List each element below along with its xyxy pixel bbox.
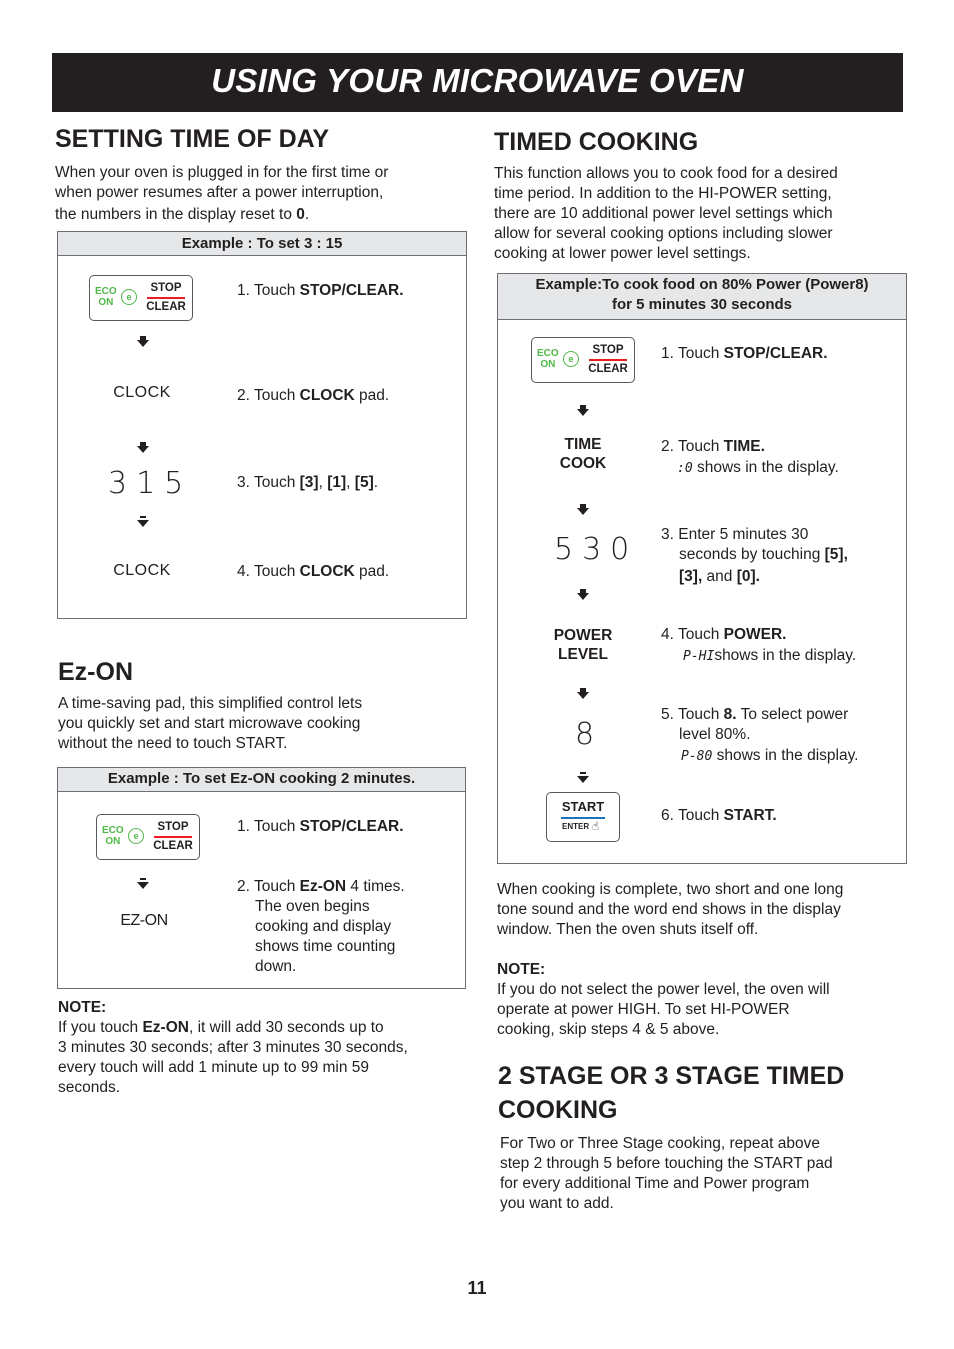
eco-label: ECO ON <box>102 825 124 847</box>
enter-label: ENTER <box>562 822 590 831</box>
stop-clear-key <box>96 814 200 860</box>
clock-pad-label: CLOCK <box>113 384 171 401</box>
clock-example-box <box>57 231 467 619</box>
down-arrow-icon <box>577 589 589 601</box>
clock-step-1: 1. Touch STOP/CLEAR. <box>237 282 404 299</box>
timed-example-box <box>497 273 907 864</box>
clear-label: CLEAR <box>153 840 193 852</box>
stop-label: STOP <box>157 821 189 833</box>
setting-time-intro <box>55 163 455 225</box>
clock-step-2: 2. Touch CLOCK pad. <box>237 387 390 404</box>
start-label: START <box>561 799 605 814</box>
display-readout: P-80 <box>681 749 713 764</box>
timed-step-6: 6. Touch START. <box>661 807 777 824</box>
intro-line: when power resumes after a power interruption, <box>55 184 384 201</box>
clear-label: CLEAR <box>146 301 186 313</box>
clear-label: CLEAR <box>588 363 628 375</box>
note-heading: NOTE: <box>58 999 107 1016</box>
down-arrow-icon <box>137 336 149 348</box>
intro-line: the numbers in the display reset to <box>55 206 297 223</box>
ezon-step-2: 2. Touch Ez-ON 4 times. The oven begins cooking and display shows time counting down. <box>237 878 405 975</box>
note-line: every touch will add 1 minute up to 99 min 59 <box>58 1059 370 1076</box>
clock-example-title: Example : To set 3 : 15 <box>58 232 466 256</box>
timed-step-2: 2. Touch TIME. :0 shows in the display. <box>661 438 839 476</box>
display-readout: :0 <box>677 461 693 476</box>
key-divider <box>589 359 627 361</box>
page-banner <box>52 53 903 112</box>
eco-label: ECO ON <box>537 348 559 370</box>
timed-digits: 530 <box>554 532 639 567</box>
stop-clear-key <box>89 275 193 321</box>
intro-line: there are 10 additional power level settings which <box>494 205 833 222</box>
digit-eight: 8 <box>575 717 604 752</box>
down-arrow-icon <box>577 504 589 516</box>
hand-icon: ☝ <box>592 819 600 833</box>
start-key <box>546 792 620 842</box>
intro-line: you quickly set and start microwave cooking <box>58 715 361 732</box>
clock-step-3: 3. Touch [3], [1], [5]. <box>237 474 379 491</box>
note-line: seconds. <box>58 1079 121 1096</box>
intro-line: When your oven is plugged in for the first time or <box>55 164 389 181</box>
clock-step-4: 4. Touch CLOCK pad. <box>237 563 390 580</box>
down-arrow-icon <box>577 688 589 700</box>
down-arrow-icon <box>137 878 149 890</box>
timed-example-title: Example:To cook food on 80% Power (Power8) for 5 minutes 30 seconds <box>498 274 906 320</box>
key-divider <box>147 297 185 299</box>
timed-note: NOTE: If you do not select the power level, the oven will operate at power HIGH. To set HI-POWER cooking, skip steps 4 & 5 above. <box>497 960 897 1040</box>
key-divider <box>154 836 192 838</box>
timed-step-4: 4. Touch POWER. P-HIshows in the display. <box>661 626 857 664</box>
stage-text: For Two or Three Stage cooking, repeat above step 2 through 5 before touching the START pad for every additional Time and Power program you want to add. <box>500 1135 833 1212</box>
display-readout: P-HI <box>683 649 715 664</box>
stop-label: STOP <box>150 282 182 294</box>
intro-line: time period. In addition to the HI-POWER setting, <box>494 185 832 202</box>
intro-bold: 0 <box>296 206 305 223</box>
time-cook-pad-label: TIME COOK <box>559 436 607 472</box>
page-number: 11 <box>467 1278 487 1298</box>
stop-clear-key <box>531 337 635 383</box>
eco-leaf-icon: e <box>128 828 144 844</box>
ezon-heading: Ez-ON <box>58 658 133 686</box>
down-arrow-icon <box>577 405 589 417</box>
stop-label: STOP <box>592 344 624 356</box>
ezon-step-1: 1. Touch STOP/CLEAR. <box>237 818 404 835</box>
note-line: 3 minutes 30 seconds; after 3 minutes 30 seconds, <box>58 1039 408 1056</box>
clock-pad-label: CLOCK <box>113 562 171 579</box>
ezon-pad-label: EZ-ON <box>120 912 168 929</box>
timed-cooking-heading: TIMED COOKING <box>494 128 699 156</box>
down-arrow-icon <box>137 442 149 454</box>
timed-cooking-intro <box>494 164 894 264</box>
setting-time-heading: SETTING TIME OF DAY <box>55 125 330 153</box>
ezon-intro <box>58 694 458 754</box>
note-heading: NOTE: <box>497 961 546 978</box>
eco-leaf-icon: e <box>121 289 137 305</box>
intro-line: This function allows you to cook food for a desired <box>494 165 838 182</box>
timed-step-3: 3. Enter 5 minutes 30 seconds by touching [5], [3], and [0]. <box>661 526 848 585</box>
page-title: USING YOUR MICROWAVE OVEN <box>211 62 744 99</box>
clock-digits: 315 <box>108 466 193 501</box>
timed-after-text: When cooking is complete, two short and one long tone sound and the word end shows in the display window. Then the oven shuts itself off. <box>497 881 844 938</box>
intro-line: A time-saving pad, this simplified control lets <box>58 695 363 712</box>
timed-step-1: 1. Touch STOP/CLEAR. <box>661 345 828 362</box>
ezon-example-box <box>57 767 466 989</box>
intro-line: without the need to touch START. <box>58 735 288 752</box>
stage-heading: 2 STAGE OR 3 STAGE TIMED COOKING <box>498 1062 845 1124</box>
ezon-note: NOTE: If you touch Ez-ON, it will add 30 seconds up to 3 minutes 30 seconds; after 3 minutes 30 seconds, every touch will add 1 minute up to 99 min 59 seconds. <box>58 998 458 1098</box>
eco-label: ECO ON <box>95 286 117 308</box>
intro-end: . <box>304 206 310 223</box>
intro-line: cooking at lower power level settings. <box>494 245 751 262</box>
eco-leaf-icon: e <box>563 351 579 367</box>
intro-line: allow for several cooking options including slower <box>494 225 833 242</box>
down-arrow-icon <box>137 516 149 528</box>
ezon-example-title: Example : To set Ez-ON cooking 2 minutes. <box>58 768 465 792</box>
down-arrow-icon <box>577 772 589 784</box>
power-level-pad-label: POWER LEVEL <box>553 627 613 663</box>
timed-step-5: 5. Touch 8. To select power level 80%. P-80 shows in the display. <box>661 706 859 764</box>
